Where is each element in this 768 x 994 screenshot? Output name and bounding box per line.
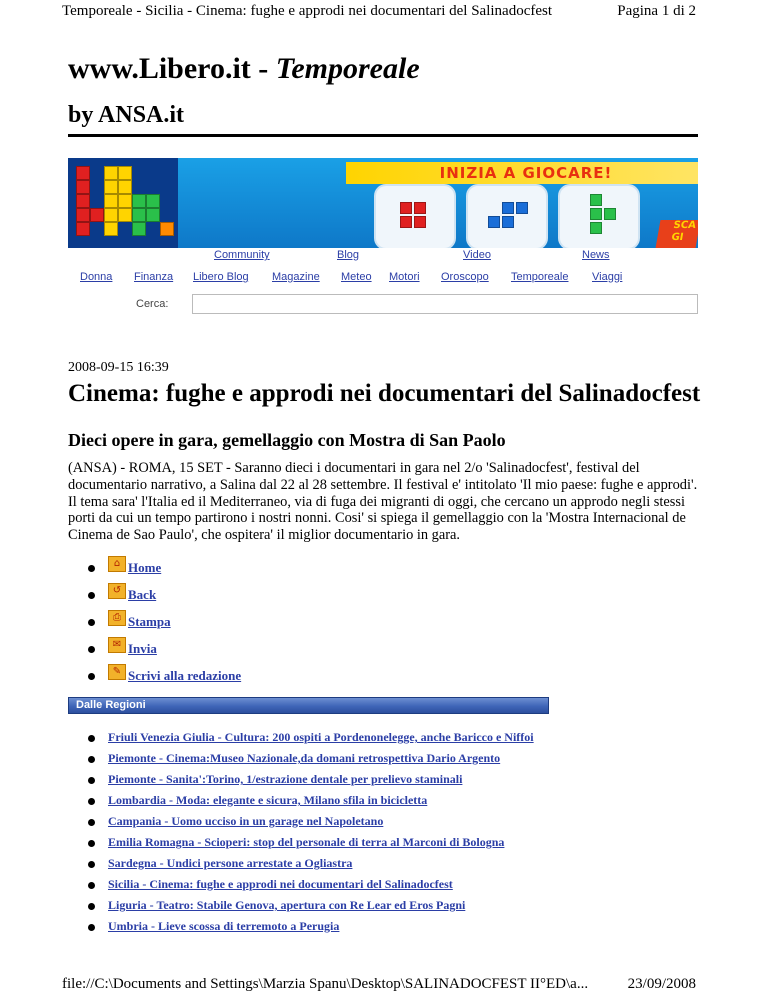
back-link[interactable]: Back <box>128 587 157 602</box>
nav-libero-blog[interactable]: Libero Blog <box>193 271 249 283</box>
region-link[interactable]: Emilia Romagna - Scioperi: stop del personale di terra al Marconi di Bologna <box>108 835 505 849</box>
list-item <box>68 877 534 898</box>
nav-motori[interactable]: Motori <box>389 271 420 283</box>
search-label: Cerca: <box>136 298 169 310</box>
red-square-piece <box>374 184 456 248</box>
write-to-editors-link[interactable]: Scrivi alla redazione <box>128 668 242 683</box>
list-item <box>68 793 534 814</box>
nav-meteo[interactable]: Meteo <box>341 271 372 283</box>
game-banner[interactable] <box>68 158 698 248</box>
site-title <box>68 52 420 86</box>
region-link[interactable]: Campania - Uomo ucciso in un garage nel Napoletano <box>108 814 384 828</box>
print-date: 23/09/2008 <box>627 975 696 992</box>
print-link[interactable]: Stampa <box>128 614 171 629</box>
home-icon[interactable]: ⌂ <box>108 556 126 572</box>
region-link[interactable]: Umbria - Lieve scossa di terremoto a Perugia <box>108 919 340 933</box>
nav-top <box>68 249 698 263</box>
regions-list <box>68 730 534 940</box>
file-path: file://C:\Documents and Settings\Marzia Spanu\Desktop\SALINADOCFEST II°ED\a... <box>62 975 589 992</box>
list-item <box>68 583 157 610</box>
region-link[interactable]: Lombardia - Moda: elegante e sicura, Milano sfila in bicicletta <box>108 793 428 807</box>
site-subtitle: by ANSA.it <box>68 102 185 128</box>
article-actions <box>68 556 242 691</box>
list-item <box>68 610 171 637</box>
list-item <box>68 637 157 664</box>
nav-temporeale[interactable]: Temporeale <box>511 271 569 283</box>
nav-finanza[interactable]: Finanza <box>134 271 174 283</box>
search-input[interactable] <box>192 294 698 314</box>
list-item <box>68 898 534 919</box>
search-bar <box>68 294 698 318</box>
print-header <box>62 0 696 22</box>
banner-corner-tag: SCA GI <box>656 220 698 248</box>
banner-cta[interactable]: INIZIA A GIOCARE! <box>346 162 698 184</box>
region-link[interactable]: Piemonte - Sanita':Torino, 1/estrazione dentale per prelievo staminali <box>108 772 463 786</box>
region-link[interactable]: Sicilia - Cinema: fughe e approdi nei documentari del Salinadocfest <box>108 877 453 891</box>
nav-viaggi[interactable]: Viaggi <box>592 271 623 283</box>
list-item <box>68 730 534 751</box>
list-item <box>68 919 534 940</box>
region-link[interactable]: Sardegna - Undici persone arrestate a Ogliastra <box>108 856 353 870</box>
site-title-italic: Temporeale <box>275 52 420 85</box>
article-subhead: Dieci opere in gara, gemellaggio con Mostra di San Paolo <box>68 430 506 450</box>
article-date: 2008-09-15 16:39 <box>68 360 169 375</box>
home-link[interactable]: Home <box>128 560 162 575</box>
print-icon[interactable]: ⎙ <box>108 610 126 626</box>
back-icon[interactable]: ↺ <box>108 583 126 599</box>
send-link[interactable]: Invia <box>128 641 157 656</box>
nav-video[interactable]: Video <box>463 249 491 261</box>
nav-community[interactable]: Community <box>214 249 270 261</box>
nav-news[interactable]: News <box>582 249 610 261</box>
write-icon[interactable]: ✎ <box>108 664 126 680</box>
region-link[interactable]: Friuli Venezia Giulia - Cultura: 200 ospiti a Pordenonelegge, anche Baricco e Niffoi <box>108 730 534 744</box>
print-footer <box>62 974 696 994</box>
green-t-piece <box>558 184 640 248</box>
list-item <box>68 556 162 583</box>
blue-s-piece <box>466 184 548 248</box>
region-link[interactable]: Liguria - Teatro: Stabile Genova, apertura con Re Lear ed Eros Pagni <box>108 898 466 912</box>
nav-magazine[interactable]: Magazine <box>272 271 320 283</box>
list-item <box>68 751 534 772</box>
tetris-blocks-graphic <box>68 158 178 248</box>
mail-icon[interactable]: ✉ <box>108 637 126 653</box>
list-item <box>68 835 534 856</box>
nav-donna[interactable]: Donna <box>80 271 113 283</box>
article-body: (ANSA) - ROMA, 15 SET - Saranno dieci i documentari in gara nel 2/o 'Salinadocfest', festival del documentario narrativo, a Salina dal 22 al 28 settembre. Il festival e' intitolato 'Il mio paese: fughe e approdi'. Il tema sara' l'Italia ed il Mediterraneo, via di fuga dei migranti di oggi, che cercano un approdo negli stessi porti da cui un tempo partirono i nostri nonni. Cosi' si spiega il gemellaggio con la 'Mostra Internacional de Cinema de Sao Paulo', che ospitera' il miglior documentario in gara. <box>68 460 698 544</box>
list-item <box>68 664 242 691</box>
header-rule <box>68 134 698 137</box>
article-headline: Cinema: fughe e approdi nei documentari del Salinadocfest <box>68 380 701 407</box>
page-counter: Pagina 1 di 2 <box>617 2 696 19</box>
list-item <box>68 856 534 877</box>
list-item <box>68 814 534 835</box>
region-link[interactable]: Piemonte - Cinema:Museo Nazionale,da domani retrospettiva Dario Argento <box>108 751 501 765</box>
nav-blog[interactable]: Blog <box>337 249 360 261</box>
print-header-title: Temporeale - Sicilia - Cinema: fughe e approdi nei documentari del Salinadocfest <box>62 2 553 19</box>
regions-header: Dalle Regioni <box>68 697 549 714</box>
list-item <box>68 772 534 793</box>
nav-main <box>68 271 698 285</box>
site-title-main: www.Libero.it - <box>68 52 276 85</box>
nav-oroscopo[interactable]: Oroscopo <box>441 271 489 283</box>
